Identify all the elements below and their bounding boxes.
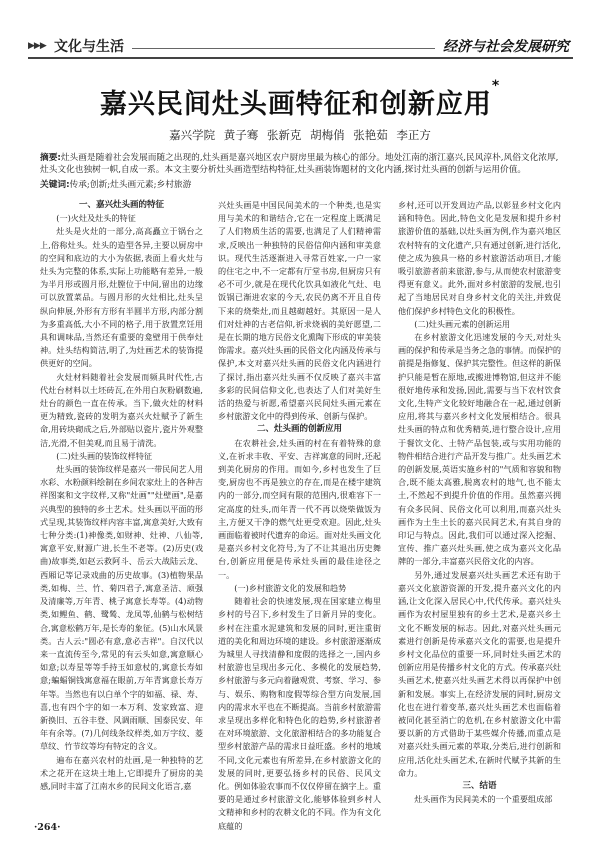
section-heading: 二、灶头画的创新应用 [256, 424, 342, 435]
subsection-heading: (一)乡村旅游文化的发展和趋势 [234, 582, 347, 593]
abstract [40, 152, 562, 176]
page-header [28, 33, 573, 59]
paragraph: 另外,通过发展嘉兴灶头画艺术还有助于嘉兴文化旅游资源的开发,提升嘉兴文化的内涵,让文化深入居民心中,代代传承。嘉兴灶头画作为农村屋里独有的乡土艺术,是嘉兴乡土文化不断发展的标志。因此,对嘉兴灶头画元素进行创新是传承嘉兴文化的需要,也是提升乡村文化品位的重要一环,同时灶头画艺术的创新应用是传播乡村文化的方式。传承嘉兴灶头画艺术,使嘉兴灶头画艺术得以再保护中创新和发展。事实上,在经济发展的同时,厨房文化也在进行着变革,嘉兴灶头画艺术也面临着被同化甚至消亡的危机,在乡村旅游文化中需要以新的方式借助于某些媒介传播,而重点是对嘉兴灶头画元素的萃取,分类后,进行创新和应用,活化灶头画艺术,在新时代赋予其新的生命力。 [398, 569, 561, 778]
column-1 [40, 199, 203, 839]
abstract-text: 灶头画是随着社会发展而随之出现的,灶头画是嘉兴地区农户厨房里最为核心的部分。地处江南的浙江嘉兴,民风淳朴,风俗文化浓厚,灶头文化也独树一帜,自成一系。本文主要分析灶头画造型结构特征,灶头画装饰题材的文化内涵,探讨灶头画的创新与运用价值。 [40, 153, 559, 175]
article-title-text: 嘉兴民间灶头画特征和创新应用 [99, 89, 492, 120]
header-rule [132, 48, 435, 49]
paragraph: 灶头画作为民间美术的一个重要组成部 [414, 794, 553, 805]
paragraph: 在乡村旅游文化迅速发展的今天,对灶头画的保护和传承是当务之急的事情。而保护的前提是指修复、保护其完整性。但这样的新保护只能是暂在原地,或搬进博物馆,但这并不能很好地传承和发扬,因此,需要与当下农村饮食文化,生特产文化较好地融合在一起,通过创新应用,将其与嘉兴乡村文化发展相结合。很具灶头画的特点和优秀精英,进行整合设计,应用于餐饮文化、土特产品包装,或与实用功能的物件相结合进行产品开发与推广。灶头画艺术的创新发展,英语实施乡村的"气质和容貌和物合,既不能太高雅,脱离农村的地气,也不能太土,不然起不到提升价值的作用。虽然嘉兴拥有众多民间、民俗文化可以利用,而嘉兴灶头画作为土生土长的嘉兴民间艺术,有其自身的印记与特点。因此,我们可以通过深入挖掘、宣传、推广嘉兴灶头画,使之成为嘉兴文化品牌的一部分,丰富嘉兴民俗文化的内容。 [398, 332, 561, 567]
keywords-text: 传承;创新;灶头画元素;乡村旅游 [69, 180, 192, 190]
subsection-heading: (二)灶头画的装饰纹样特征 [56, 450, 153, 461]
authors: 嘉兴学院 黄子骞 张新克 胡梅俏 张艳茹 李正方 [169, 128, 431, 142]
page-number: ·264· [34, 822, 61, 833]
section-title: 文化与生活 [54, 39, 124, 55]
paragraph: 遍布在嘉兴农村的灶画,是一种独特的艺术之花开在这块土地上,它即提升了厨房的美感,同时丰富了江南水乡的民间文化语言,嘉 [40, 754, 203, 791]
subsection-heading: (一)火灶及灶头的特征 [56, 213, 136, 224]
keywords-label: 关键词: [40, 180, 70, 190]
paragraph: 灶头是火灶的一部分,高高矗立于锅台之上,俗称灶头。灶头的造型各异,主要以厨房中的空间和底边的大小为依据,表面上看火灶与灶头为完整的体系,实际上功能略有差异,一般为半月形或圆月形,灶膛位于中间,留出的边缘可以放置菜品。与圆月形的火灶相比,灶头呈纵向伸展,外形有方形有半圆半方形,内部分割为多重高低,大小不同的格子,用于放置烹饪用具和调味品,当然还有重要的龛壁用于供奉灶神。灶头结构简洁,明了,为灶画艺术的装饰提供更好的空间。 [40, 226, 203, 369]
abstract-label: 摘要: [40, 153, 61, 163]
paragraph: 随着社会的快速发展,现在国家建立梅里乡村的号召下,乡村发生了日新月异的变化。乡村在注重水泥建筑和发展的同时,更注重街道的美化和周边环境的建设。乡村旅游逐渐成为城里人寻找清静和度假的选择之一,国内乡村旅游也呈现出多元化、多模化的发展趋势,乡村旅游与多元向着融观赏、考察、学习、参与、娱乐、购物和度假等综合型方向发展,国内的需求水平也在不断提高。当前乡村旅游需求呈现出多样化和特色化的趋势,乡村旅游者在对环境旅游、文化旅游相结合的多功能复合型乡村旅游产品的需求日益旺盛。乡村的地域不同,文化元素也有所差异,在乡村旅游文化的发展的同时,更要弘扬乡村的民俗、民风文化。例如体验农事而不仅仅停留在摘字上。重要的是通过乡村旅游文化,能够体验到乡村人文精神和乡村的农耕文化的不同。作为有文化底蕴的 [218, 596, 381, 831]
article-title [0, 78, 600, 121]
column-3 [398, 199, 561, 839]
header-divider [28, 57, 573, 59]
journal-name: 经济与社会发展研究 [443, 39, 569, 55]
column-2 [218, 199, 381, 839]
paragraph: 在农耕社会,灶头画的村在有着特殊的意义,在祈求丰收、平安、吉祥寓意的同时,还起到美化厨房的作用。而如今,乡村也发生了巨变,厨房也不再是独立的存在,而是在楼宇建筑内的一部分,而空间有限的范围内,很难容下一定高度的灶头,而年青一代不再以烧柴做饭为主,方便又干净的燃气灶更受欢迎。因此,灶头画面临着被时代遗弃的命运。面对灶头画文化是嘉兴乡村文化符号,为了不让其退出历史舞台,创新应用便是传承灶头画的最佳途径之一。 [218, 437, 381, 580]
title-footnote-mark: * [491, 78, 501, 94]
section-marker: ▶▶▶ [28, 41, 46, 51]
paragraph: 灶头画的装饰纹样是嘉兴一带民间艺人用水彩、水粉颜料绘制在乡间农家灶上的各种吉祥图案和文字纹样,又称"灶画""灶壁画",是嘉兴典型的独特的乡土艺术。灶头画以平面的形式呈现,其装饰纹样内容丰富,寓意美好,大致有七种分类:(1)神像类,如财神、灶神、八仙等,寓意平安,财源广进,长生不老等。(2)历史(戏曲)故事类,如赵云救阿斗、岳云大战陆云龙、西厢记等记录戏曲的历史故事。(3)植物果品类,如梅、兰、竹、菊四君子,寓意圣洁、顽强及清廉等,万年青、桃子寓意长寿等。(4)动物类,如鲤鱼、鹤、鹭鸶、龙凤等,仙鹤与松树结合,寓意松鹤万年,是长寿的象征。(5)山水风景类。古人云:"圆必有意,意必吉祥"。自汉代以来一直流传至今,常见的有云头如意,寓意顺心如意;以寿星等等手持玉如意杖的,寓意长寿如意;蝙蝠铜钱寓意福在眼前,万年青寓意长寿万年等。当然也有以白单个字的如福、禄、寿、喜,也有四个字的如一本万利、发家致富、迎新换旧、五谷丰登、风调雨顺、国泰民安、年年有余等。(7)几何线条纹样类,如万字纹、菱草纹、竹节纹等均有特定的含义。 [40, 464, 203, 752]
keywords [40, 179, 562, 191]
paragraph: 火灶材料随着社会发展而频具时代性,古代灶台材料以土坯砖瓦,在外用白灰粉刷数遍,灶台的颜色一直在传承。当下,做火灶的材料更为精致,瓷砖的发明为嘉兴火灶赋予了新生命,用砖块砌成之后,外部贴以瓷片,瓷片外观整洁,光滑,不但美观,而且易于清洗。 [40, 371, 203, 448]
paragraph: 兴灶头画是中国民间美术的一个种类,也是实用与美术的和谐结合,它在一定程度上既满足了人们物质生活的需要,也满足了人们精神需求,反映出一种独特的民俗信仰内涵和审美意识。现代生活逐渐进入寻常百姓家,一户一家的住宅之中,不一定都有厅堂书房,但厨房只有必不可少,就是在现代化饮具如液化气灶、电饭锅已渐进农家的今天,农民仍离不开且自传下来的烧柴灶,而且越砌越好。其原因一是人们对灶神的古老信仰,祈求烧祸的美好愿望,二是在长期的地方民俗文化熏陶下形成的审美装饰需求。嘉兴灶头画的民俗文化内涵及传承与保护,本文对嘉兴灶头画的民俗文化内涵进行了探讨,指出嘉兴灶头画不仅反映了嘉兴丰富多彩的民间信仰文化,也表达了人们对美好生活的热爱与祈愿,希望嘉兴民间灶头画元素在乡村旅游文化中的得到传承、创新与保护。 [218, 200, 381, 422]
subsection-heading: (二)灶头画元素的创新运用 [414, 318, 511, 329]
section-heading: 三、结语 [462, 780, 497, 791]
paragraph: 乡村,还可以开发周边产品,以彰显乡村文化内涵和特色。因此,特色文化是发展和提升乡村旅游价值的基础,以灶头画为例,作为嘉兴地区农村特有的文化遗产,只有通过创新,进行活化,使之成为独具一格的乡村旅游活动项目,才能吸引旅游者前来旅游,参与,从而使农村旅游变得更有意义。此外,面对乡村旅游的发展,也引起了当地居民对自身乡村文化的关注,并致促他们保护乡村特色文化的积极性。 [398, 200, 561, 316]
section-heading: 一、嘉兴灶头画的特征 [78, 200, 164, 210]
